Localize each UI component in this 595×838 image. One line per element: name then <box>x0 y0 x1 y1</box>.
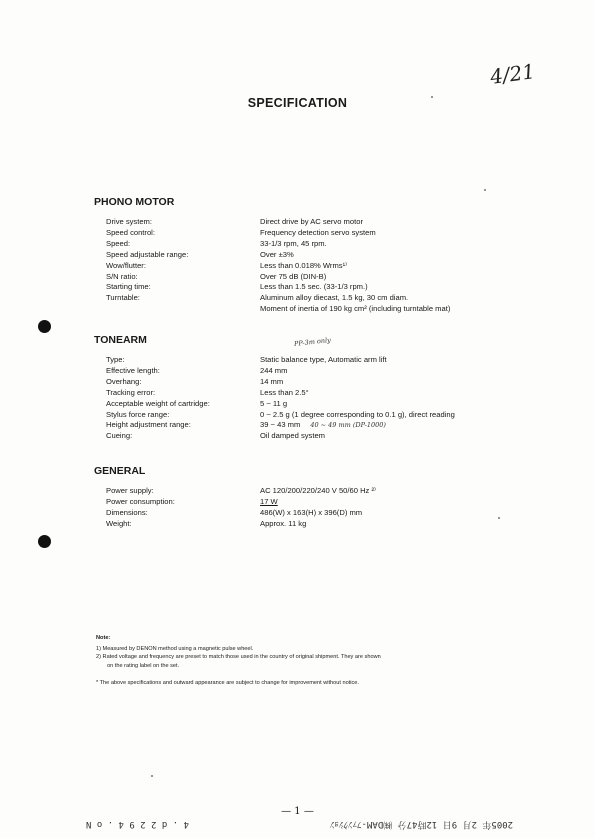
spec-row <box>94 217 514 228</box>
section-phono-motor <box>94 196 514 315</box>
spec-label: Overhang: <box>106 376 142 386</box>
spec-row <box>94 282 514 293</box>
spec-row <box>94 304 514 315</box>
spec-value: Less than 1.5 sec. (33-1/3 rpm.) <box>260 282 368 292</box>
notes-block <box>96 634 526 688</box>
spec-label: Speed: <box>106 238 131 248</box>
scan-speck <box>151 775 153 777</box>
page-title: SPECIFICATION <box>247 96 348 110</box>
spec-value: 33-1/3 rpm, 45 rpm. <box>260 238 327 248</box>
spec-label: Dimensions: <box>106 507 148 517</box>
spec-row <box>94 272 514 283</box>
spec-row <box>94 250 514 261</box>
spec-label: Stylus force range: <box>106 409 170 419</box>
spec-label: Turntable: <box>106 293 140 303</box>
scan-speck <box>431 96 433 98</box>
spec-value: Aluminum alloy diecast, 1.5 kg, 30 cm diam. <box>260 293 409 303</box>
spec-label: Type: <box>106 355 125 364</box>
fax-header-left: 4 . d 2 2 9 4 . o N <box>86 819 189 829</box>
spec-value: 17 W <box>260 496 278 506</box>
spec-row <box>94 508 514 519</box>
note-item: 2) Rated voltage and frequency are preset to match those used in the country of original shipment. They are shown <box>96 654 381 661</box>
spec-label: Drive system: <box>106 217 152 226</box>
section-heading: TONEARM <box>94 334 147 346</box>
spec-label: Power supply: <box>106 486 154 495</box>
handwritten-annotation-height: 40 ~ 49 mm (DP-1000) <box>310 421 386 430</box>
spec-row <box>94 261 514 272</box>
spec-row <box>94 486 514 497</box>
spec-row <box>94 228 514 239</box>
spec-row <box>94 355 514 366</box>
spec-value: Approx. 11 kg <box>260 518 307 528</box>
spec-row <box>94 239 514 250</box>
section-heading: PHONO MOTOR <box>94 196 175 208</box>
spec-label: Wow/flutter: <box>106 260 146 270</box>
spec-label: Height adjustment range: <box>106 420 191 430</box>
spec-value: Less than 0.018% Wrms¹⁾ <box>260 260 347 270</box>
handwritten-annotation-type: PP-3m only <box>293 336 332 348</box>
note-item: 1) Measured by DENON method using a magnetic pulse wheel. <box>96 645 254 652</box>
spec-label <box>94 304 260 315</box>
spec-value: 244 mm <box>260 365 288 375</box>
spec-value: 5 ~ 11 g <box>260 398 288 408</box>
spec-value-text: 39 ~ 43 mm <box>260 420 301 430</box>
spec-row <box>94 519 514 530</box>
spec-value: Over ±3% <box>260 249 294 259</box>
spec-value: Static balance type, Automatic arm lift <box>260 355 387 364</box>
spec-row <box>94 366 514 377</box>
spec-value: 14 mm <box>260 376 284 386</box>
spec-value: 486(W) x 163(H) x 396(D) mm <box>260 507 363 517</box>
spec-row <box>94 293 514 304</box>
scan-speck <box>484 189 486 191</box>
section-tonearm <box>94 334 514 442</box>
spec-value: Moment of inertia of 190 kg cm² (including turntable mat) <box>260 304 451 314</box>
handwritten-page-mark: 4/21 <box>488 58 537 90</box>
spec-value: Over 75 dB (DIN-B) <box>260 271 327 281</box>
spec-label: Acceptable weight of cartridge: <box>106 398 210 408</box>
spec-row <box>94 410 514 421</box>
section-heading: GENERAL <box>94 465 146 477</box>
disclaimer: * The above specifications and outward appearance are subject to change for improvement without notice. <box>96 680 359 687</box>
fax-header-right: 2005年 2月 9日 12時47分 ㈱DAM-ﾌｧﾝｸｼｮﾝ <box>330 819 514 829</box>
spec-row <box>94 420 514 431</box>
spec-label: Effective length: <box>106 365 160 375</box>
spec-value: Oil damped system <box>260 431 325 441</box>
spec-value: 0 ~ 2.5 g (1 degree corresponding to 0.1 g), direct reading <box>260 409 455 419</box>
spec-value: Frequency detection servo system <box>260 227 376 237</box>
spec-label: Starting time: <box>106 282 151 292</box>
spec-value: Direct drive by AC servo motor <box>260 217 363 226</box>
spec-row <box>94 388 514 399</box>
section-general <box>94 465 514 530</box>
page-number: — 1 — <box>281 806 314 817</box>
spec-value: Less than 2.5° <box>260 387 309 397</box>
spec-label: S/N ratio: <box>106 271 138 281</box>
notes-heading: Note: <box>96 635 111 641</box>
spec-value <box>260 420 514 431</box>
spec-row <box>94 431 514 442</box>
spec-row <box>94 399 514 410</box>
spec-label: Weight: <box>106 518 132 528</box>
punch-hole-bottom <box>38 535 51 548</box>
spec-row <box>94 377 514 388</box>
note-item-continuation: on the rating label on the set. <box>107 662 180 669</box>
spec-label: Speed control: <box>106 227 155 237</box>
spec-value: AC 120/200/220/240 V 50/60 Hz ²⁾ <box>260 486 376 495</box>
spec-label: Cueing: <box>106 431 133 441</box>
spec-row <box>94 497 514 508</box>
spec-label: Speed adjustable range: <box>106 249 189 259</box>
spec-label: Tracking error: <box>106 387 156 397</box>
spec-label: Power consumption: <box>106 496 175 506</box>
punch-hole-top <box>38 320 51 333</box>
